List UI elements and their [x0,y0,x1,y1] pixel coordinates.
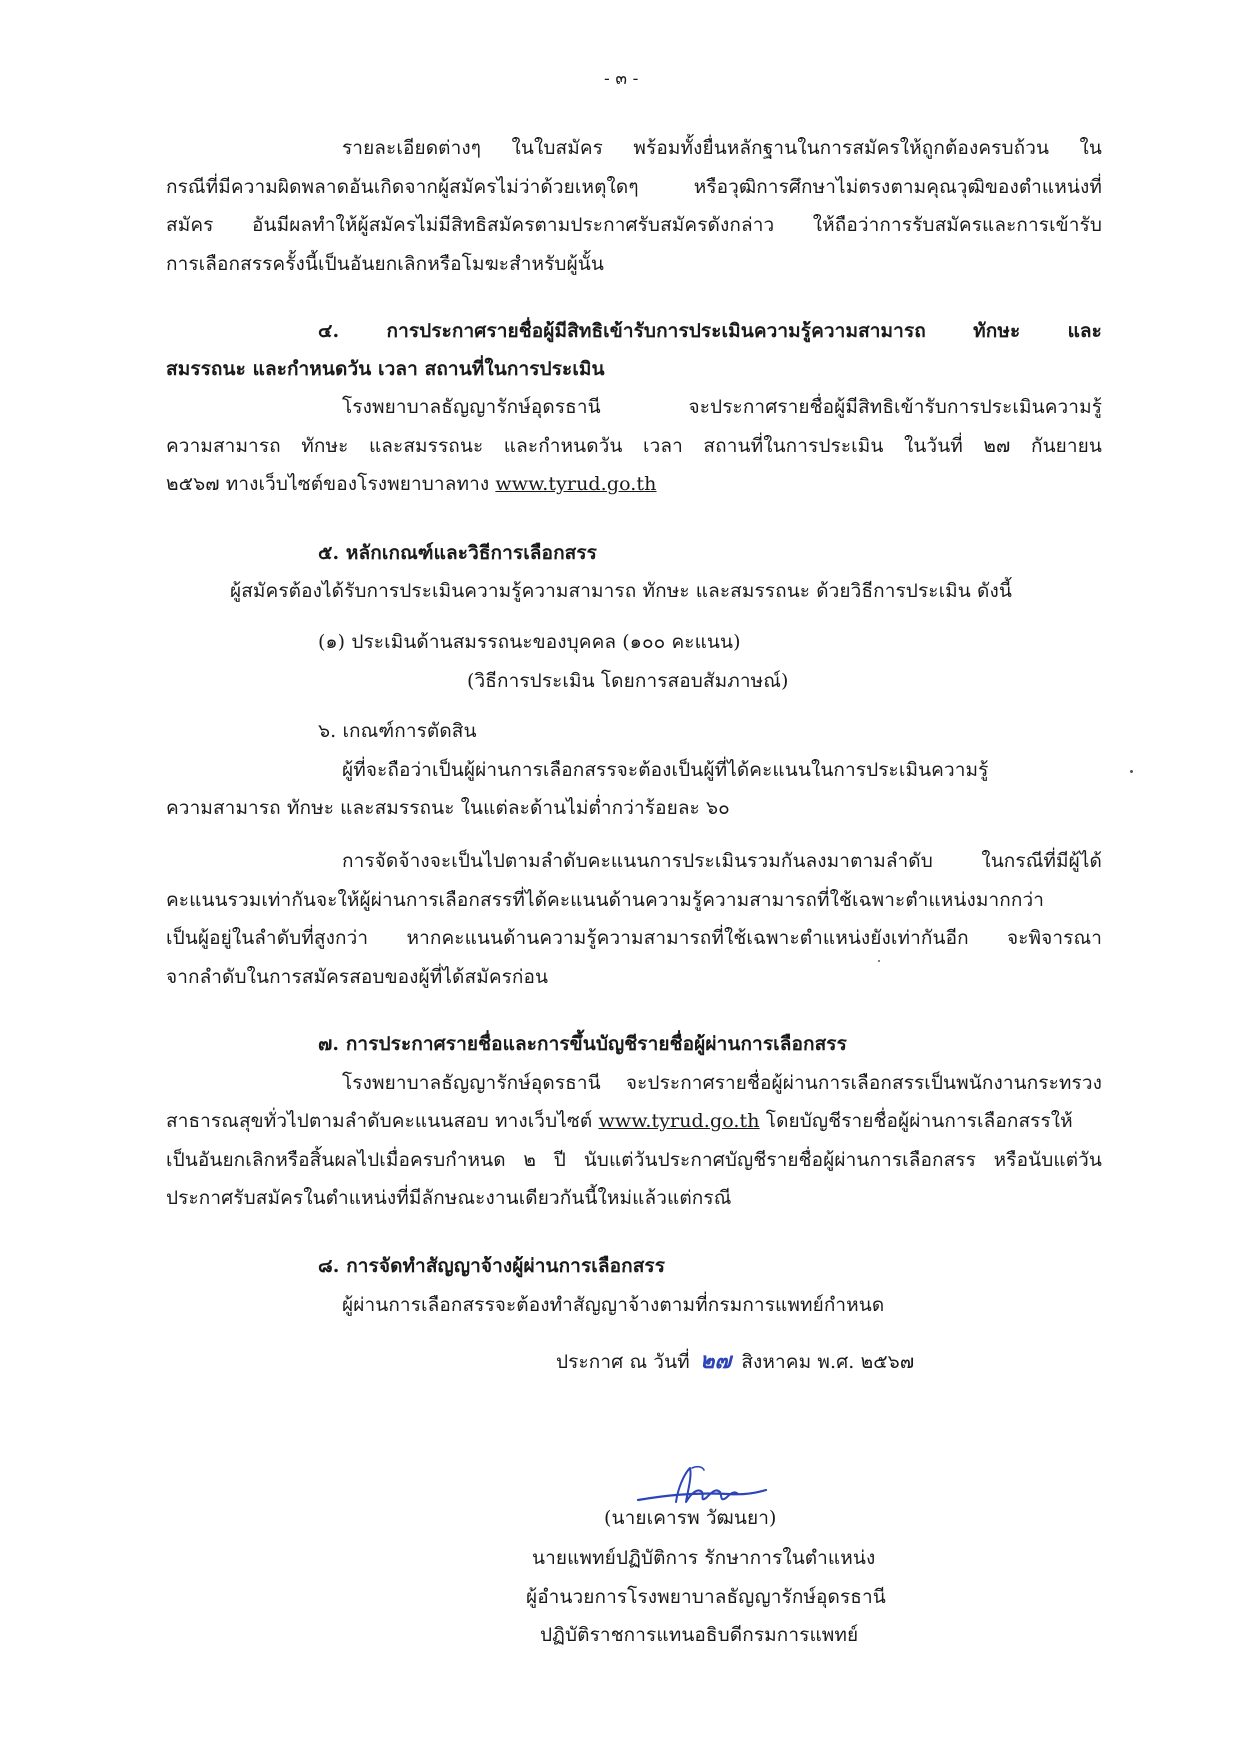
section7-body-line1: โรงพยาบาลธัญญารักษ์อุดรธานี จะประกาศรายชื่อผู้ผ่านการเลือกสรรเป็นพนักงานกระทรวง [342,1072,1102,1094]
intro-line-1: รายละเอียดต่างๆ ในใบสมัคร พร้อมทั้งยื่นหลักฐานในการสมัครให้ถูกต้องครบถ้วน ใน [342,137,1102,159]
section6-heading: ๖. เกณฑ์การตัดสิน [318,720,477,742]
section6-para2-line2: คะแนนรวมเท่ากันจะให้ผู้ผ่านการเลือกสรรที่ได้คะแนนด้านความรู้ความสามารถที่ใช้เฉพาะตำแหน่งมากกว่า [166,889,1044,911]
section4-body-line3-text: ๒๕๖๗ ทางเว็บไซต์ของโรงพยาบาลทาง [166,473,496,495]
section6-para2-line1: การจัดจ้างจะเป็นไปตามลำดับคะแนนการประเมินรวมกันลงมาตามลำดับ ในกรณีที่มีผู้ได้ [342,850,1102,872]
signatory-name: (นายเคารพ วัฒนยา) [604,1507,777,1529]
section7-heading: ๗. การประกาศรายชื่อและการขึ้นบัญชีรายชื่อผู้ผ่านการเลือกสรร [318,1033,847,1055]
section7-body-line2 [166,1108,1073,1134]
scan-speck [1130,770,1133,773]
section8-body: ผู้ผ่านการเลือกสรรจะต้องทำสัญญาจ้างตามที่กรมการแพทย์กำหนด [342,1294,885,1316]
section6-para2-line4: จากลำดับในการสมัครสอบของผู้ที่ได้สมัครก่อน [166,966,549,988]
section4-heading-line2: สมรรถนะ และกำหนดวัน เวลา สถานที่ในการประเมิน [166,358,605,380]
signatory-title-2: ผู้อำนวยการโรงพยาบาลธัญญารักษ์อุดรธานี [526,1586,886,1608]
section6-body-line2: ความสามารถ ทักษะ และสมรรถนะ ในแต่ละด้านไม่ต่ำกว่าร้อยละ ๖๐ [166,797,730,819]
section8-heading: ๘. การจัดทำสัญญาจ้างผู้ผ่านการเลือกสรร [318,1255,666,1277]
section5-item1-method: (วิธีการประเมิน โดยการสอบสัมภาษณ์) [467,670,789,692]
page-number: - ๓ - [604,69,639,89]
section7-body-line2-suffix: โดยบัญชีรายชื่อผู้ผ่านการเลือกสรรให้ [759,1110,1073,1132]
section5-item1: (๑) ประเมินด้านสมรรถนะของบุคคล (๑๐๐ คะแนน) [318,631,741,653]
website-link[interactable]: www.tyrud.go.th [598,1110,760,1132]
section7-body-line4: ประกาศรับสมัครในตำแหน่งที่มีลักษณะงานเดียวกันนี้ใหม่แล้วแต่กรณี [166,1187,732,1209]
section5-heading: ๕. หลักเกณฑ์และวิธีการเลือกสรร [318,542,597,564]
section4-body-line3 [166,471,657,497]
section4-heading-line1: ๔. การประกาศรายชื่อผู้มีสิทธิเข้ารับการประเมินความรู้ความสามารถ ทักษะ และ [318,320,1102,342]
website-link[interactable]: www.tyrud.go.th [495,473,657,495]
intro-line-3: สมัคร อันมีผลทำให้ผู้สมัครไม่มีสิทธิสมัครตามประกาศรับสมัครดังกล่าว ให้ถือว่าการรับสมัครและการเข้ารับ [166,214,1102,236]
intro-line-2: กรณีที่มีความผิดพลาดอันเกิดจากผู้สมัครไม่ว่าด้วยเหตุใดๆ หรือวุฒิการศึกษาไม่ตรงตามคุณวุฒิของตำแหน่งที่ [166,176,1102,198]
announcement-prefix: ประกาศ ณ วันที่ [556,1351,690,1373]
section5-body: ผู้สมัครต้องได้รับการประเมินความรู้ความสามารถ ทักษะ และสมรรถนะ ด้วยวิธีการประเมิน ดังนี้ [230,580,1012,602]
section4-body-line2: ความสามารถ ทักษะ และสมรรถนะ และกำหนดวัน เวลา สถานที่ในการประเมิน ในวันที่ ๒๗ กันยายน [166,435,1102,457]
signatory-title-1: นายแพทย์ปฏิบัติการ รักษาการในตำแหน่ง [532,1547,876,1569]
section7-body-line3: เป็นอันยกเลิกหรือสิ้นผลไปเมื่อครบกำหนด ๒ ปี นับแต่วันประกาศบัญชีรายชื่อผู้ผ่านการเลือกสรร หรือนับแต่วัน [166,1149,1102,1171]
section4-body-line1: โรงพยาบาลธัญญารักษ์อุดรธานี จะประกาศรายชื่อผู้มีสิทธิเข้ารับการประเมินความรู้ [342,396,1102,418]
handwritten-day: ๒๗ [699,1349,732,1374]
section6-body-line1: ผู้ที่จะถือว่าเป็นผู้ผ่านการเลือกสรรจะต้องเป็นผู้ที่ได้คะแนนในการประเมินความรู้ [342,759,989,781]
signatory-title-3: ปฏิบัติราชการแทนอธิบดีกรมการแพทย์ [540,1624,859,1646]
section7-body-line2-prefix: สาธารณสุขทั่วไปตามลำดับคะแนนสอบ ทางเว็บไซต์ [166,1110,599,1132]
scan-speck [878,960,880,962]
announcement-month-year: สิงหาคม พ.ศ. ๒๕๖๗ [741,1351,915,1373]
announcement-date [556,1349,914,1375]
section6-para2-line3: เป็นผู้อยู่ในลำดับที่สูงกว่า หากคะแนนด้านความรู้ความสามารถที่ใช้เฉพาะตำแหน่งยังเท่ากันอีก จะพิจารณา [166,927,1102,949]
intro-line-4: การเลือกสรรครั้งนี้เป็นอันยกเลิกหรือโมฆะสำหรับผู้นั้น [166,253,604,275]
